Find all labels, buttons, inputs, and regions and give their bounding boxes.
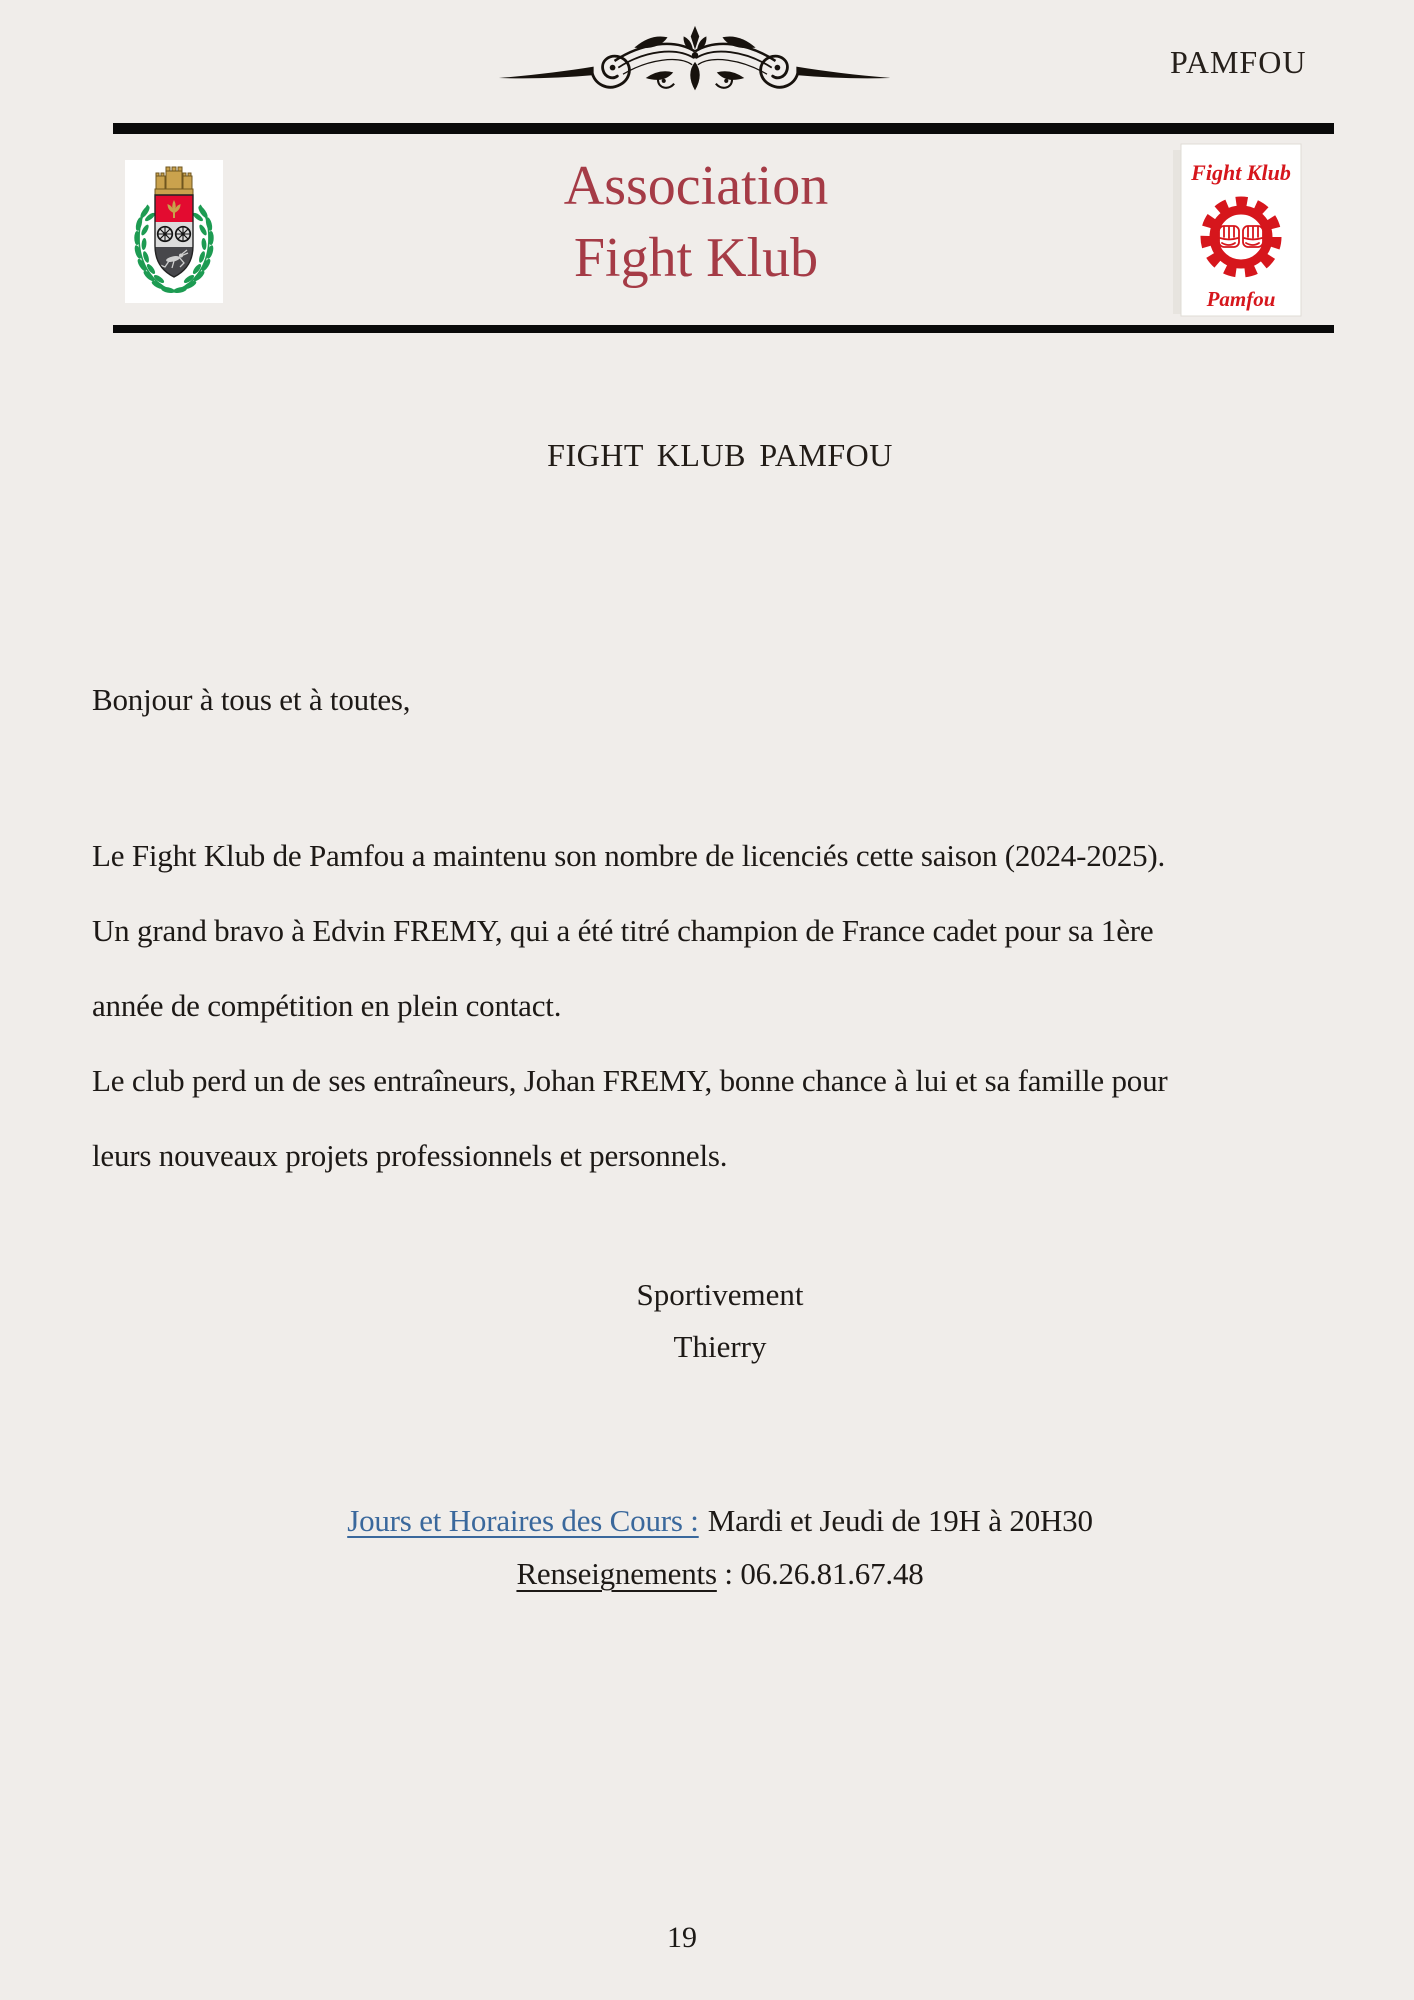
body-line-1: Le Fight Klub de Pamfou a maintenu son nombre de licenciés cette saison (2024-2025).	[92, 838, 1166, 873]
contact-label: Renseignements	[516, 1556, 717, 1591]
association-title-line1: Association	[563, 155, 829, 217]
signature-name: Thierry	[673, 1329, 767, 1364]
association-title	[346, 150, 1046, 294]
contact-phone: : 06.26.81.67.48	[716, 1556, 924, 1591]
footer-info	[26, 1494, 1414, 1600]
body-line-5: leurs nouveaux projets professionnels et personnels.	[92, 1138, 728, 1173]
schedule-value: Mardi et Jeudi de 19H à 20H30	[707, 1503, 1093, 1538]
running-header-pamfou: PAMFOU	[1170, 44, 1307, 80]
schedule-line	[26, 1494, 1414, 1547]
club-logo-bottom-text: Pamfou	[1206, 287, 1276, 311]
schedule-link[interactable]: Jours et Horaires des Cours :	[347, 1503, 699, 1538]
pamfou-coat-of-arms-logo	[125, 160, 223, 303]
header-rule-bottom	[113, 325, 1334, 333]
flourish-ornament-icon	[495, 24, 895, 96]
fight-klub-pamfou-logo	[1167, 140, 1309, 322]
signature-closing: Sportivement	[636, 1277, 804, 1312]
contact-line	[26, 1547, 1414, 1600]
page-number: 19	[667, 1921, 697, 1954]
header-rule-top	[113, 123, 1334, 134]
club-logo-top-text: Fight Klub	[1191, 160, 1291, 185]
body-text	[92, 818, 1392, 1193]
body-line-4: Le club perd un de ses entraîneurs, Johan FREMY, bonne chance à lui et sa famille pour	[92, 1063, 1168, 1098]
body-line-2: Un grand bravo à Edvin FREMY, qui a été titré champion de France cadet pour sa 1ère	[92, 913, 1154, 948]
greeting-line: Bonjour à tous et à toutes,	[92, 682, 411, 717]
association-title-line2: Fight Klub	[573, 227, 819, 289]
document-heading: FIGHT KLUB PAMFOU	[547, 437, 893, 473]
signature-block	[26, 1269, 1414, 1373]
body-line-3: année de compétition en plein contact.	[92, 988, 562, 1023]
